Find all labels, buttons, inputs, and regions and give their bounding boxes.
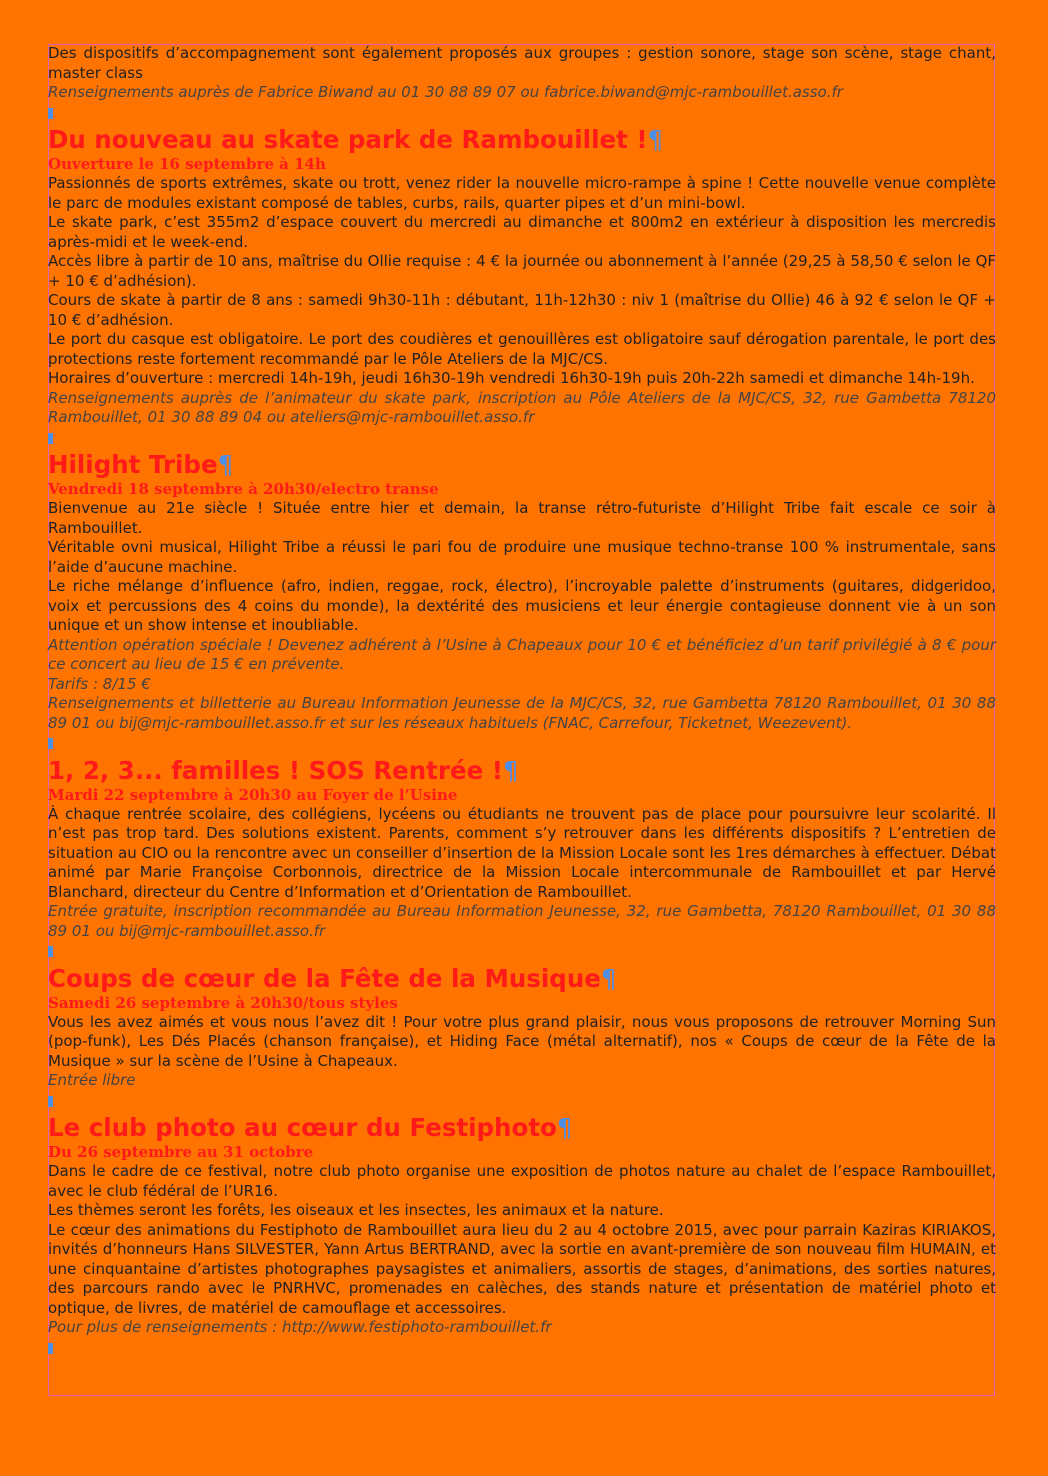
paragraph-mark: [48, 103, 996, 123]
paragraph: Vous les avez aimés et vous nous l’avez dit ! Pour votre plus grand plaisir, nous vous proposons de retrouver Morning Sun (pop-funk), Les Dés Placés (chanson française), et Hiding Face (métal alternatif), nos « Coups de cœur de la Fête de la Musique » sur la scène de l’Usine à Chapeaux.: [48, 1012, 996, 1070]
section-title-skate-park: Du nouveau au skate park de Rambouillet !¶: [48, 125, 664, 154]
paragraph: Véritable ovni musical, Hilight Tribe a réussi le pari fou de produire une musique techno-transe 100 % instrumentale, sans l’aide d’aucune machine.: [48, 538, 996, 576]
paragraph: Dans le cadre de ce festival, notre club photo organise une exposition de photos nature au chalet de l’espace Rambouillet, avec le club fédéral de l’UR16.: [48, 1162, 996, 1200]
section-subtitle: Du 26 septembre au 31 octobre: [48, 1143, 314, 1161]
paragraph: Horaires d’ouverture : mercredi 14h-19h, jeudi 16h30-19h vendredi 16h30-19h puis 20h-22h samedi et dimanche 14h-19h.: [48, 369, 975, 387]
section-title-sos-rentree: 1, 2, 3... familles ! SOS Rentrée !¶: [48, 755, 519, 785]
section-title-hilight-tribe: Hilight Tribe¶: [48, 450, 234, 479]
section-note: Attention opération spéciale ! Devenez adhérent à l’Usine à Chapeaux pour 10 € et bénéficiez d’un tarif privilégié à 8 € pour ce concert au lieu de 15 € en prévente.: [48, 635, 996, 673]
paragraph-mark: [48, 941, 996, 961]
intro-contact: Renseignements auprès de Fabrice Biwand au 01 30 88 89 07 ou fabrice.biwand@mjc-rambouillet.asso.fr: [48, 83, 843, 101]
section-subtitle: Vendredi 18 septembre à 20h30/electro transe: [48, 480, 439, 498]
paragraph-mark: [48, 733, 996, 753]
document-body: [48, 44, 996, 1357]
section-subtitle: Ouverture le 16 septembre à 14h: [48, 155, 326, 173]
intro-text: Des dispositifs d’accompagnement sont également proposés aux groupes : gestion sonore, stage son scène, stage chant, master class: [48, 44, 996, 82]
section-note: Pour plus de renseignements : http://www.festiphoto-rambouillet.fr: [48, 1318, 552, 1336]
paragraph: Cours de skate à partir de 8 ans : samedi 9h30-11h : débutant, 11h-12h30 : niv 1 (maîtrise du Ollie) 46 à 92 € selon le QF + 10 € d’adhésion.: [48, 291, 996, 329]
section-title-club-photo: Le club photo au cœur du Festiphoto¶: [48, 1113, 573, 1142]
section-note: Entrée libre: [48, 1071, 136, 1089]
paragraph-mark: [48, 1091, 996, 1111]
paragraph-mark: [48, 428, 996, 448]
section-note: Renseignements auprès de l’animateur du skate park, inscription au Pôle Ateliers de la MJC/CS, 32, rue Gambetta 78120 Rambouillet, 01 30 88 89 04 ou ateliers@mjc-rambouillet.asso.fr: [48, 388, 996, 426]
section-subtitle: Mardi 22 septembre à 20h30 au Foyer de l’Usine: [48, 785, 458, 804]
paragraph: Les thèmes seront les forêts, les oiseaux et les insectes, les animaux et la nature.: [48, 1201, 664, 1219]
paragraph: Le port du casque est obligatoire. Le port des coudières et genouillères est obligatoire sauf dérogation parentale, le port des protections reste fortement recommandé par le Pôle Ateliers de la MJC/CS.: [48, 330, 996, 368]
paragraph: Le riche mélange d’influence (afro, indien, reggae, rock, électro), l’incroyable palette d’instruments (guitares, didgeridoo, voix et percussions des 4 coins du monde), la dextérité des musiciens et leur énergie contagieuse donnent vie à un son unique et un show intense et inoubliable.: [48, 577, 996, 634]
paragraph: Le skate park, c’est 355m2 d’espace couvert du mercredi au dimanche et 800m2 en extérieur à disposition les mercredis après-midi et le week-end.: [48, 213, 996, 251]
paragraph-mark: [48, 1338, 996, 1358]
paragraph: À chaque rentrée scolaire, des collégiens, lycéens ou étudiants ne trouvent pas de place pour poursuivre leur scolarité. Il n’est pas trop tard. Des solutions existent. Parents, comment s’y retrouver dans les différents dispositifs ? L’entretien de situation au CIO ou la rencontre avec un conseiller d’insertion de la Mission Locale sont les 1res démarches à effectuer. Débat animé par Marie Françoise Corbonnois, directrice de la Mission Locale intercommunale de Rambouillet et par Hervé Blanchard, directeur du Centre d’Information et d’Orientation de Rambouillet.: [48, 804, 996, 901]
paragraph: Passionnés de sports extrêmes, skate ou trott, venez rider la nouvelle micro-rampe à spine ! Cette nouvelle venue complète le parc de modules existant composé de tables, curbs, rails, quarter pipes et d’un mini-bowl.: [48, 174, 996, 212]
section-note: Tarifs : 8/15 €: [48, 674, 151, 693]
section-note: Entrée gratuite, inscription recommandée au Bureau Information Jeunesse, 32, rue Gambetta, 78120 Rambouillet, 01 30 88 89 01 ou bij@mjc-rambouillet.asso.fr: [48, 902, 996, 940]
paragraph: Accès libre à partir de 10 ans, maîtrise du Ollie requise : 4 € la journée ou abonnement à l’année (29,25 à 58,50 € selon le QF + 10 € d’adhésion).: [48, 252, 996, 290]
section-title-fete-musique: Coups de cœur de la Fête de la Musique¶: [48, 963, 617, 993]
section-subtitle: Samedi 26 septembre à 20h30/tous styles: [48, 993, 398, 1012]
section-note: Renseignements et billetterie au Bureau Information Jeunesse de la MJC/CS, 32, rue Gambetta 78120 Rambouillet, 01 30 88 89 01 ou bij@mjc-rambouillet.asso.fr et sur les réseaux habituels (FNAC, Carrefour, Ticketnet, Weezevent).: [48, 694, 996, 732]
paragraph: Bienvenue au 21e siècle ! Située entre hier et demain, la transe rétro-futuriste d’Hilight Tribe fait escale ce soir à Rambouillet.: [48, 499, 996, 537]
paragraph: Le cœur des animations du Festiphoto de Rambouillet aura lieu du 2 au 4 octobre 2015, avec pour parrain Kaziras KIRIAKOS, invités d’honneurs Hans SILVESTER, Yann Artus BERTRAND, avec la sortie en avant-première de son nouveau film HUMAIN, et une cinquantaine d’artistes photographes paysagistes et animaliers, assortis de stages, d’animations, des sorties natures, des parcours rando avec le PNRHVC, promenades en calèches, des stands nature et présentation de matériel photo et optique, de livres, de matériel de camouflage et accessoires.: [48, 1220, 996, 1317]
